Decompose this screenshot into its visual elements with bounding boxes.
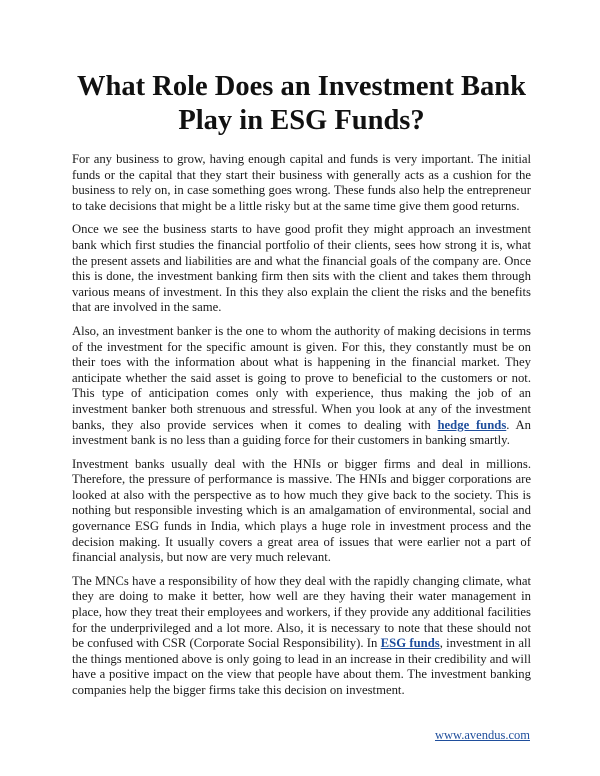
title-line-2: Play in ESG Funds? — [178, 105, 425, 136]
paragraph-5-text-after: , investment in all the things mentioned above is only going to lead in an increase in their credibility and will have a positive impact on the view that people have about them. The investment banking companies help the bigger firms take this decision on investment. — [72, 636, 532, 697]
hedge-funds-link[interactable]: hedge funds — [437, 417, 507, 432]
esg-funds-link[interactable]: ESG funds — [380, 636, 440, 651]
paragraph-3 — [72, 324, 531, 449]
page-title — [72, 70, 531, 138]
paragraph-5 — [72, 574, 531, 699]
paragraph-1: For any business to grow, having enough capital and funds is very important. The initial funds or the capital that they start their business with generally acts as a cushion for the business to rely on, in case something goes wrong. These funds also help the entrepreneur to take decisions that might be a little risky but at the same time give them good returns. — [72, 152, 531, 213]
article-body — [72, 152, 531, 699]
paragraph-3-text-after: . An investment bank is no less than a guiding force for their customers in banking smartly. — [72, 417, 531, 448]
title-line-1: What Role Does an Investment Bank — [77, 71, 526, 102]
paragraph-2: Once we see the business starts to have good profit they might approach an investment bank which first studies the financial portfolio of their clients, sees how strong it is, what the present assets and liabilities are and what the financial goals of the company are. Once this is done, the investment banking firm then sits with the client and takes them through various means of investment. In this they also explain the client the risks and the benefits that are involved in the same. — [72, 222, 531, 315]
paragraph-3-text-before: Also, an investment banker is the one to whom the authority of making decisions in terms of the investment for the specific amount is given. For this, they constantly must be on their toes with the information about what is happening in the financial market. They anticipate whether the said asset is going to prove to beneficial to the customers or not. This type of anticipation comes only with experience, thus making the job of an investment banker both strenuous and stressful. When you look at any of the investment banks, they also provide services when it comes to dealing with — [72, 323, 531, 432]
paragraph-4: Investment banks usually deal with the HNIs or bigger firms and deal in millions. Therefore, the pressure of performance is massive. The HNIs and bigger corporations are looked at also with the perspective as to how much they give back to the society. This is nothing but responsible investing which is an amalgamation of environmental, social and governance ESG funds in India, which plays a huge role in investment process and the decision making. It usually covers a great area of issues that were earlier not a part of financial analysis, but now are very much relevant. — [72, 456, 531, 565]
footer-website-link[interactable]: www.avendus.com — [434, 728, 530, 742]
paragraph-5-text-before: The MNCs have a responsibility of how they deal with the rapidly changing climate, what they are doing to make it better, how well are they having their water management in place, how they treat their employees and workers, if they provide any additional facilities for the underprivileged and a lot more. Also, it is necessary to note that these should not be confused with CSR (Corporate Social Responsibility). In — [72, 573, 531, 651]
document-page — [72, 70, 531, 707]
